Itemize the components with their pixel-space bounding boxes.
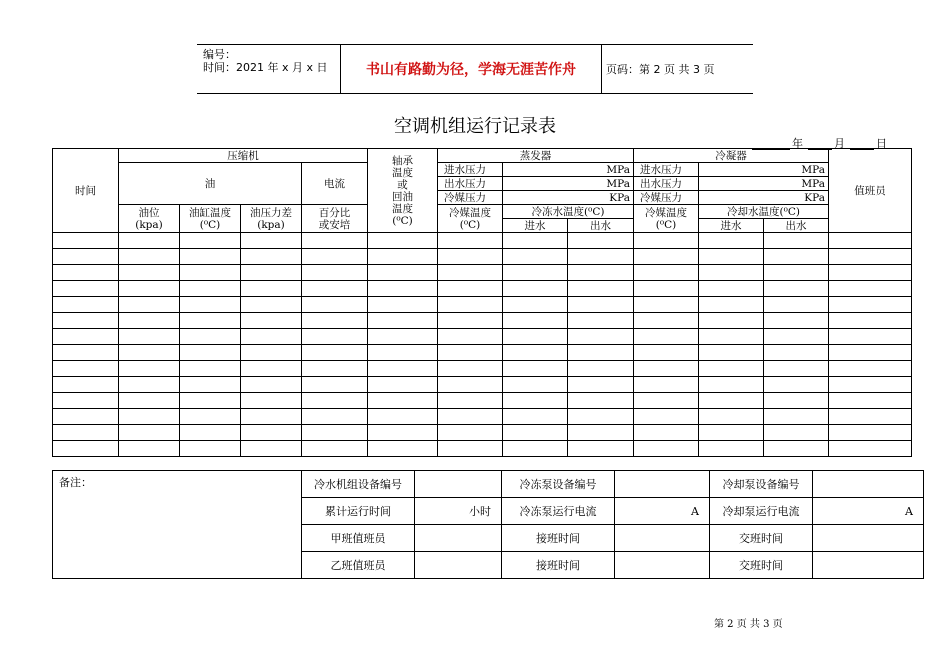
table-row <box>53 425 912 441</box>
record-cell[interactable] <box>241 377 302 393</box>
table-row <box>53 377 912 393</box>
table-row <box>53 361 912 377</box>
record-cell[interactable] <box>302 441 368 457</box>
record-cell[interactable] <box>53 425 119 441</box>
cooling-pump-current-value[interactable]: A <box>813 498 924 525</box>
record-cell[interactable] <box>180 297 241 313</box>
record-cell[interactable] <box>302 233 368 249</box>
record-cell[interactable] <box>368 409 438 425</box>
record-cell[interactable] <box>53 409 119 425</box>
record-cell[interactable] <box>368 313 438 329</box>
record-cell[interactable] <box>368 441 438 457</box>
table-row <box>53 345 912 361</box>
record-cell[interactable] <box>568 329 634 345</box>
record-cell[interactable] <box>503 313 568 329</box>
record-cell[interactable] <box>53 345 119 361</box>
month-label: 月 <box>834 137 845 150</box>
record-cell[interactable] <box>180 425 241 441</box>
oil-cyl-temp-header: 油缸温度 (⁰C) <box>180 205 241 233</box>
shift-a-handover-value[interactable] <box>615 525 710 552</box>
remarks-label: 备注： <box>59 476 92 489</box>
record-cell[interactable] <box>368 249 438 265</box>
record-cell[interactable] <box>634 377 699 393</box>
record-cell[interactable] <box>634 425 699 441</box>
record-cell[interactable] <box>438 265 503 281</box>
record-cell[interactable] <box>180 281 241 297</box>
record-cell[interactable] <box>829 233 912 249</box>
record-cell[interactable] <box>241 297 302 313</box>
record-cell[interactable] <box>119 329 180 345</box>
record-cell[interactable] <box>634 249 699 265</box>
evap-refrig-press-unit: KPa <box>503 191 634 205</box>
record-cell[interactable] <box>699 281 764 297</box>
cond-refrig-press-unit: KPa <box>699 191 829 205</box>
table-row <box>53 441 912 457</box>
oil-level-header: 油位 (kpa) <box>119 205 180 233</box>
record-cell[interactable] <box>53 297 119 313</box>
record-cell[interactable] <box>241 425 302 441</box>
table-row <box>53 265 912 281</box>
record-cell[interactable] <box>119 249 180 265</box>
record-cell[interactable] <box>503 329 568 345</box>
run-time-value[interactable]: 小时 <box>415 498 502 525</box>
record-cell[interactable] <box>180 377 241 393</box>
record-cell[interactable] <box>119 233 180 249</box>
record-cell[interactable] <box>634 345 699 361</box>
record-cell[interactable] <box>302 361 368 377</box>
record-cell[interactable] <box>53 393 119 409</box>
record-cell[interactable] <box>438 233 503 249</box>
record-cell[interactable] <box>180 329 241 345</box>
chilled-water-temp-header: 冷冻水温度(⁰C) <box>503 205 634 219</box>
record-cell[interactable] <box>302 249 368 265</box>
cooling-out-water-header: 出水 <box>764 219 829 233</box>
record-cell[interactable] <box>180 441 241 457</box>
record-cell[interactable] <box>302 265 368 281</box>
record-cell[interactable] <box>438 377 503 393</box>
record-cell[interactable] <box>764 441 829 457</box>
record-cell[interactable] <box>53 361 119 377</box>
record-cell[interactable] <box>438 361 503 377</box>
record-cell[interactable] <box>241 345 302 361</box>
shift-a-value[interactable] <box>415 525 502 552</box>
record-cell[interactable] <box>119 409 180 425</box>
bearing-temp-header: 轴承 温度 或 回油 温度 (⁰C) <box>368 149 438 233</box>
record-cell[interactable] <box>764 233 829 249</box>
record-cell[interactable] <box>368 393 438 409</box>
record-cell[interactable] <box>699 233 764 249</box>
record-cell[interactable] <box>764 409 829 425</box>
record-cell[interactable] <box>503 393 568 409</box>
record-cell[interactable] <box>368 377 438 393</box>
record-cell[interactable] <box>368 345 438 361</box>
oil-header: 油 <box>119 163 302 205</box>
record-cell[interactable] <box>302 409 368 425</box>
motto-text: 书山有路勤为径，学海无涯苦作舟 <box>366 62 576 78</box>
page-code-cell <box>600 45 753 93</box>
run-time-label: 累计运行时间 <box>302 498 415 525</box>
record-cell[interactable] <box>368 281 438 297</box>
record-cell[interactable] <box>119 281 180 297</box>
on-duty-header: 值班员 <box>829 149 912 233</box>
remarks-cell[interactable] <box>53 471 302 579</box>
cooling-pump-no-value[interactable] <box>813 471 924 498</box>
record-cell[interactable] <box>764 249 829 265</box>
record-cell[interactable] <box>53 441 119 457</box>
record-cell[interactable] <box>568 281 634 297</box>
record-cell[interactable] <box>119 313 180 329</box>
shift-b-label: 乙班值班员 <box>302 552 415 579</box>
record-cell[interactable] <box>368 233 438 249</box>
record-cell[interactable] <box>634 393 699 409</box>
record-cell[interactable] <box>241 393 302 409</box>
record-cell[interactable] <box>699 409 764 425</box>
header-meta <box>197 45 340 93</box>
record-cell[interactable] <box>438 281 503 297</box>
record-cell[interactable] <box>568 345 634 361</box>
year-label: 年 <box>792 137 803 150</box>
record-cell[interactable] <box>829 313 912 329</box>
record-cell[interactable] <box>119 377 180 393</box>
record-cell[interactable] <box>503 409 568 425</box>
record-cell[interactable] <box>503 377 568 393</box>
record-cell[interactable] <box>829 441 912 457</box>
record-cell[interactable] <box>53 265 119 281</box>
condenser-header: 冷凝器 <box>634 149 829 163</box>
record-cell[interactable] <box>764 329 829 345</box>
shift-a-handoff-label: 交班时间 <box>710 525 813 552</box>
record-cell[interactable] <box>503 361 568 377</box>
record-cell[interactable] <box>241 441 302 457</box>
record-cell[interactable] <box>764 393 829 409</box>
record-cell[interactable] <box>438 441 503 457</box>
record-cell[interactable] <box>764 281 829 297</box>
table-row <box>53 233 912 249</box>
table-row <box>53 297 912 313</box>
equipment-info-table <box>52 470 924 579</box>
shift-a-handoff-value[interactable] <box>813 525 924 552</box>
record-table <box>52 148 912 457</box>
record-cell[interactable] <box>241 265 302 281</box>
chilled-out-water-header: 出水 <box>568 219 634 233</box>
cond-in-water-press-label: 进水压力 <box>634 163 699 177</box>
record-cell[interactable] <box>302 281 368 297</box>
record-cell[interactable] <box>180 345 241 361</box>
record-cell[interactable] <box>568 441 634 457</box>
record-cell[interactable] <box>302 377 368 393</box>
record-cell[interactable] <box>699 361 764 377</box>
record-cell[interactable] <box>634 233 699 249</box>
record-cell[interactable] <box>699 425 764 441</box>
shift-b-handoff-value[interactable] <box>813 552 924 579</box>
document-header <box>197 44 753 94</box>
record-cell[interactable] <box>180 249 241 265</box>
record-cell[interactable] <box>438 345 503 361</box>
record-cell[interactable] <box>634 313 699 329</box>
shift-a-label: 甲班值班员 <box>302 525 415 552</box>
record-cell[interactable] <box>699 249 764 265</box>
record-cell[interactable] <box>829 281 912 297</box>
cond-refrig-press-label: 冷媒压力 <box>634 191 699 205</box>
record-cell[interactable] <box>699 377 764 393</box>
chilled-pump-no-value[interactable] <box>615 471 710 498</box>
record-cell[interactable] <box>503 425 568 441</box>
record-cell[interactable] <box>53 377 119 393</box>
current-header: 电流 <box>302 163 368 205</box>
time-label: 时间：2021 年 x 月 x 日 <box>203 61 328 74</box>
record-cell[interactable] <box>180 233 241 249</box>
table-row <box>53 313 912 329</box>
record-cell[interactable] <box>634 265 699 281</box>
chilled-pump-current-label: 冷冻泵运行电流 <box>502 498 615 525</box>
record-cell[interactable] <box>699 297 764 313</box>
shift-b-handoff-label: 交班时间 <box>710 552 813 579</box>
record-cell[interactable] <box>368 329 438 345</box>
chilled-pump-current-value[interactable]: A <box>615 498 710 525</box>
record-cell[interactable] <box>503 345 568 361</box>
record-cell[interactable] <box>503 249 568 265</box>
record-cell[interactable] <box>503 297 568 313</box>
record-cell[interactable] <box>829 297 912 313</box>
cond-in-water-press-unit: MPa <box>699 163 829 177</box>
record-cell[interactable] <box>119 265 180 281</box>
compressor-header: 压缩机 <box>119 149 368 163</box>
record-cell[interactable] <box>241 233 302 249</box>
cooling-pump-current-label: 冷却泵运行电流 <box>710 498 813 525</box>
record-cell[interactable] <box>568 249 634 265</box>
record-cell[interactable] <box>368 425 438 441</box>
record-cell[interactable] <box>829 329 912 345</box>
chilled-in-water-header: 进水 <box>503 219 568 233</box>
evap-refrig-temp-header: 冷媒温度 (⁰C) <box>438 205 503 233</box>
record-cell[interactable] <box>699 441 764 457</box>
record-cell[interactable] <box>568 377 634 393</box>
record-cell[interactable] <box>368 361 438 377</box>
record-rows <box>53 233 912 457</box>
record-cell[interactable] <box>368 297 438 313</box>
percent-amp-header: 百分比 或安培 <box>302 205 368 233</box>
record-cell[interactable] <box>699 313 764 329</box>
record-cell[interactable] <box>180 409 241 425</box>
record-cell[interactable] <box>568 425 634 441</box>
record-cell[interactable] <box>302 425 368 441</box>
record-cell[interactable] <box>764 425 829 441</box>
record-cell[interactable] <box>764 313 829 329</box>
record-cell[interactable] <box>180 361 241 377</box>
record-cell[interactable] <box>634 297 699 313</box>
page-title: 空调机组运行记录表 <box>394 116 556 137</box>
record-cell[interactable] <box>53 249 119 265</box>
evap-in-water-press-label: 进水压力 <box>438 163 503 177</box>
record-cell[interactable] <box>241 361 302 377</box>
record-cell[interactable] <box>53 329 119 345</box>
record-cell[interactable] <box>241 281 302 297</box>
evap-refrig-press-label: 冷媒压力 <box>438 191 503 205</box>
record-cell[interactable] <box>438 425 503 441</box>
motto-cell <box>340 45 602 93</box>
shift-a-handover-label: 接班时间 <box>502 525 615 552</box>
serial-label: 编号： <box>203 48 236 61</box>
record-cell[interactable] <box>180 393 241 409</box>
table-row <box>53 281 912 297</box>
record-cell[interactable] <box>568 233 634 249</box>
record-cell[interactable] <box>829 249 912 265</box>
record-cell[interactable] <box>302 297 368 313</box>
record-cell[interactable] <box>119 297 180 313</box>
evap-out-water-press-label: 出水压力 <box>438 177 503 191</box>
cond-out-water-press-label: 出水压力 <box>634 177 699 191</box>
cooling-pump-no-label: 冷却泵设备编号 <box>710 471 813 498</box>
shift-b-handover-label: 接班时间 <box>502 552 615 579</box>
record-cell[interactable] <box>764 345 829 361</box>
record-cell[interactable] <box>53 281 119 297</box>
record-cell[interactable] <box>302 313 368 329</box>
record-cell[interactable] <box>302 393 368 409</box>
record-cell[interactable] <box>764 377 829 393</box>
record-cell[interactable] <box>634 441 699 457</box>
record-cell[interactable] <box>180 265 241 281</box>
record-cell[interactable] <box>699 393 764 409</box>
record-cell[interactable] <box>119 393 180 409</box>
record-cell[interactable] <box>568 361 634 377</box>
record-cell[interactable] <box>699 345 764 361</box>
table-row <box>53 329 912 345</box>
record-cell[interactable] <box>699 329 764 345</box>
record-cell[interactable] <box>368 265 438 281</box>
record-cell[interactable] <box>241 409 302 425</box>
evap-in-water-press-unit: MPa <box>503 163 634 177</box>
record-cell[interactable] <box>241 329 302 345</box>
record-cell[interactable] <box>764 265 829 281</box>
page-code: 页码：第 2 页 共 3 页 <box>606 63 715 76</box>
record-cell[interactable] <box>241 249 302 265</box>
record-cell[interactable] <box>53 233 119 249</box>
table-row <box>53 249 912 265</box>
record-cell[interactable] <box>503 441 568 457</box>
record-cell[interactable] <box>119 361 180 377</box>
record-cell[interactable] <box>829 425 912 441</box>
record-cell[interactable] <box>438 329 503 345</box>
table-row <box>53 409 912 425</box>
record-cell[interactable] <box>568 393 634 409</box>
record-cell[interactable] <box>180 313 241 329</box>
record-cell[interactable] <box>634 361 699 377</box>
record-cell[interactable] <box>438 249 503 265</box>
record-cell[interactable] <box>568 313 634 329</box>
record-cell[interactable] <box>119 345 180 361</box>
table-row <box>53 393 912 409</box>
record-cell[interactable] <box>119 441 180 457</box>
record-cell[interactable] <box>634 281 699 297</box>
record-cell[interactable] <box>568 265 634 281</box>
record-cell[interactable] <box>503 233 568 249</box>
record-cell[interactable] <box>829 361 912 377</box>
record-cell[interactable] <box>764 361 829 377</box>
chiller-no-value[interactable] <box>415 471 502 498</box>
cond-refrig-temp-header: 冷媒温度 (⁰C) <box>634 205 699 233</box>
time-header: 时间 <box>53 149 119 233</box>
record-cell[interactable] <box>829 265 912 281</box>
record-cell[interactable] <box>302 329 368 345</box>
record-cell[interactable] <box>829 409 912 425</box>
record-cell[interactable] <box>302 345 368 361</box>
chiller-no-label: 冷水机组设备编号 <box>302 471 415 498</box>
record-cell[interactable] <box>53 313 119 329</box>
record-cell[interactable] <box>438 313 503 329</box>
record-cell[interactable] <box>503 265 568 281</box>
chilled-pump-no-label: 冷冻泵设备编号 <box>502 471 615 498</box>
shift-b-handover-value[interactable] <box>615 552 710 579</box>
cond-out-water-press-unit: MPa <box>699 177 829 191</box>
record-cell[interactable] <box>241 313 302 329</box>
record-cell[interactable] <box>438 297 503 313</box>
evap-out-water-press-unit: MPa <box>503 177 634 191</box>
evaporator-header: 蒸发器 <box>438 149 634 163</box>
record-cell[interactable] <box>438 393 503 409</box>
record-cell[interactable] <box>764 297 829 313</box>
record-cell[interactable] <box>568 297 634 313</box>
record-cell[interactable] <box>829 377 912 393</box>
record-cell[interactable] <box>119 425 180 441</box>
record-cell[interactable] <box>568 409 634 425</box>
shift-b-value[interactable] <box>415 552 502 579</box>
record-cell[interactable] <box>634 329 699 345</box>
record-cell[interactable] <box>438 409 503 425</box>
record-cell[interactable] <box>503 281 568 297</box>
day-label: 日 <box>876 137 887 150</box>
oil-press-diff-header: 油压力差 (kpa) <box>241 205 302 233</box>
record-cell[interactable] <box>699 265 764 281</box>
record-cell[interactable] <box>829 393 912 409</box>
record-cell[interactable] <box>634 409 699 425</box>
cooling-in-water-header: 进水 <box>699 219 764 233</box>
cooling-water-temp-header: 冷却水温度(⁰C) <box>699 205 829 219</box>
page-footer: 第 2 页 共 3 页 <box>714 619 783 630</box>
record-cell[interactable] <box>829 345 912 361</box>
